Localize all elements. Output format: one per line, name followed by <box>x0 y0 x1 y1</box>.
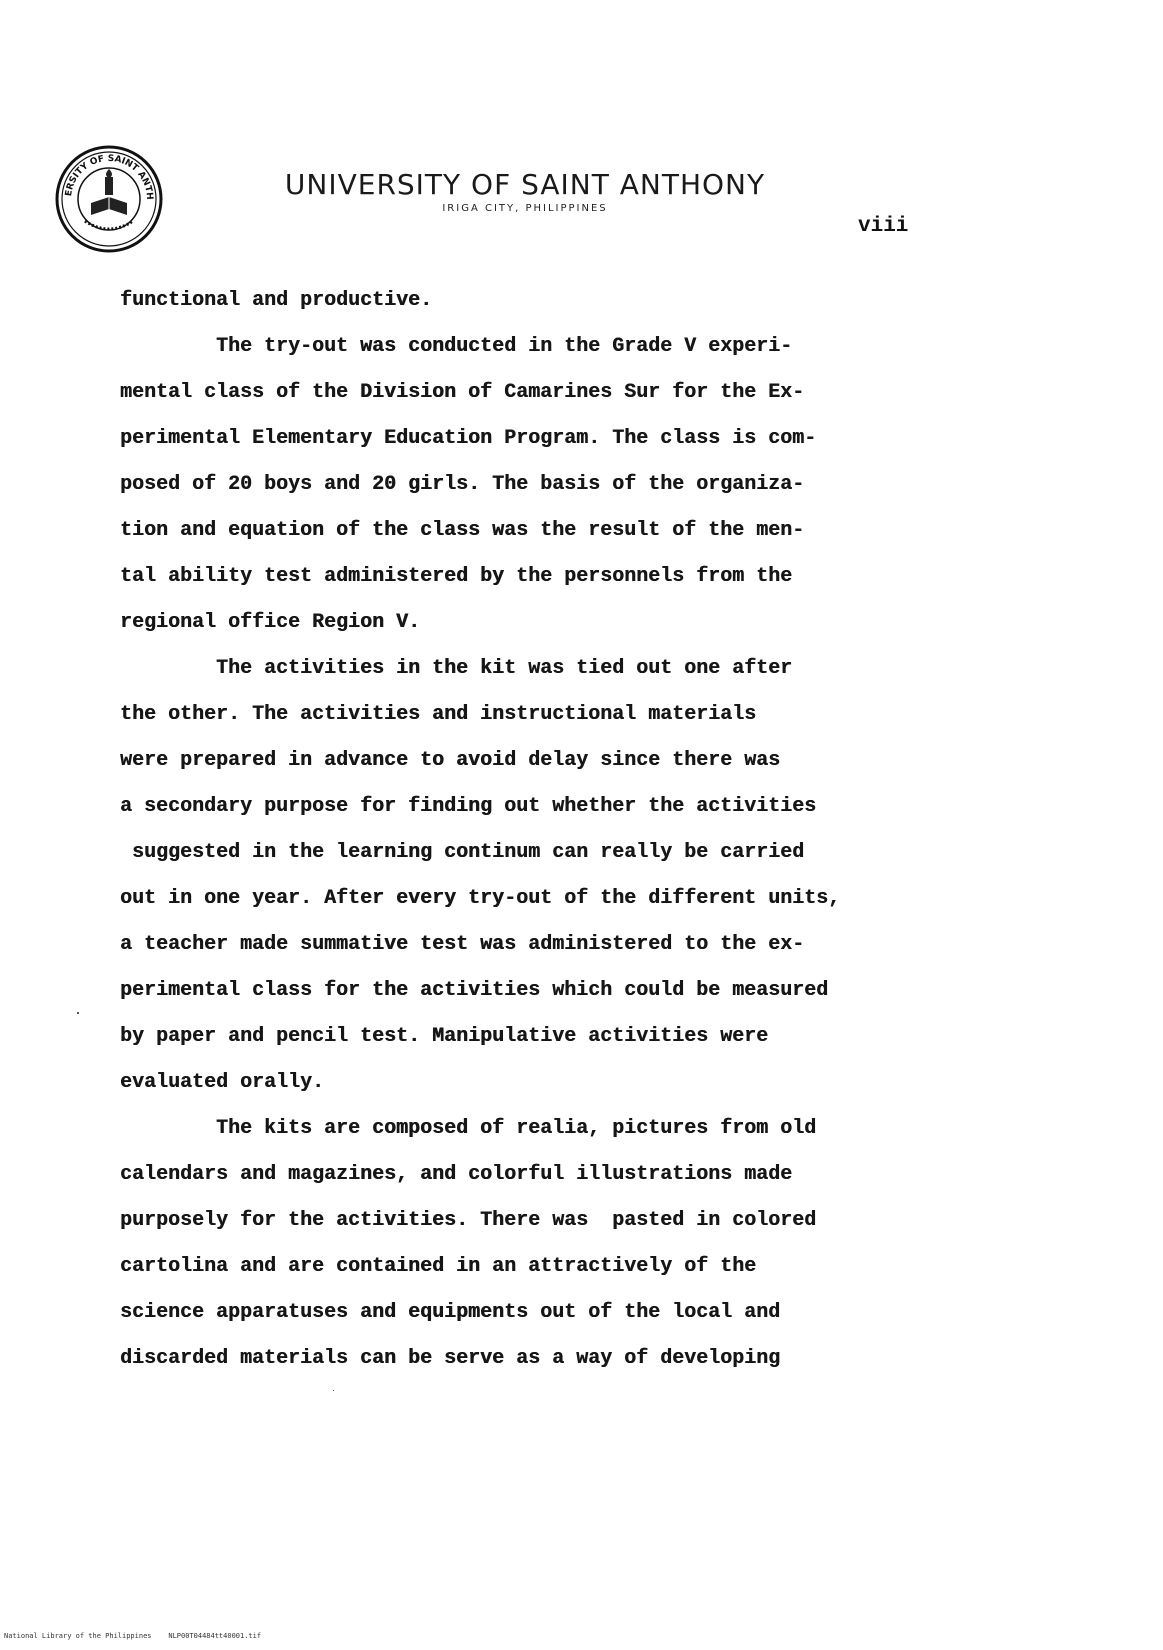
scan-footer: National Library of the Philippines NLP00T04484tt40001.tif <box>4 1632 262 1640</box>
letterhead <box>260 168 790 214</box>
seal-graphic <box>55 145 163 253</box>
page-number: viii <box>858 215 909 238</box>
text-line: The try-out was conducted in the Grade V experi- <box>120 335 793 358</box>
text-line: out in one year. After every try-out of the different units, <box>120 887 841 910</box>
text-line: tal ability test administered by the personnels from the <box>120 565 793 588</box>
scan-speck <box>77 1012 79 1014</box>
text-line: science apparatuses and equipments out of the local and <box>120 1301 781 1324</box>
text-line: by paper and pencil test. Manipulative activities were <box>120 1025 769 1048</box>
text-line: perimental Elementary Education Program. The class is com- <box>120 427 817 450</box>
text-line: cartolina and are contained in an attractively of the <box>120 1255 757 1278</box>
text-line: were prepared in advance to avoid delay since there was <box>120 749 781 772</box>
text-line: tion and equation of the class was the result of the men- <box>120 519 805 542</box>
text-line: perimental class for the activities which could be measured <box>120 979 829 1002</box>
text-line: a teacher made summative test was administered to the ex- <box>120 933 805 956</box>
text-line: The activities in the kit was tied out one after <box>120 657 793 680</box>
text-line: the other. The activities and instructional materials <box>120 703 757 726</box>
text-line: functional and productive. <box>120 289 433 312</box>
text-line: evaluated orally. <box>120 1071 325 1094</box>
university-name: UNIVERSITY OF SAINT ANTHONY <box>284 168 766 201</box>
text-line: regional office Region V. <box>120 611 421 634</box>
text-line: suggested in the learning continum can really be carried <box>120 841 805 864</box>
university-seal-logo <box>55 145 163 253</box>
text-line: calendars and magazines, and colorful illustrations made <box>120 1163 793 1186</box>
scan-speck <box>333 1390 334 1391</box>
text-line: purposely for the activities. There was pasted in colored <box>120 1209 817 1232</box>
text-line: posed of 20 boys and 20 girls. The basis of the organiza- <box>120 473 805 496</box>
body-text <box>120 278 950 1382</box>
text-line: discarded materials can be serve as a way of developing <box>120 1347 781 1370</box>
svg-text:UNIVERSITY OF SAINT ANTHONY: ERSITY OF SAINT ANTH <box>64 153 155 201</box>
text-line: The kits are composed of realia, pictures from old <box>120 1117 817 1140</box>
text-line: mental class of the Division of Camarines Sur for the Ex- <box>120 381 805 404</box>
text-line: a secondary purpose for finding out whether the activities <box>120 795 817 818</box>
university-location: IRIGA CITY, PHILIPPINES <box>442 203 608 214</box>
